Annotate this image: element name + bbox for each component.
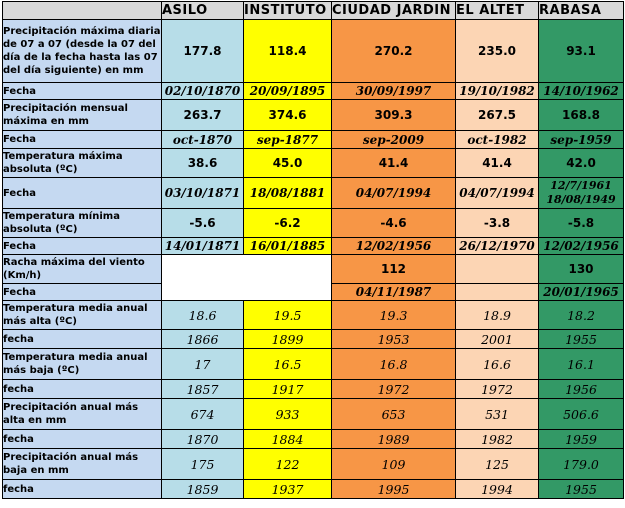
cell-el-altet: oct-1982 <box>456 131 539 149</box>
cell-ciudad-jardin: 04/07/1994 <box>332 178 456 209</box>
cell-el-altet: 19/10/1982 <box>456 83 539 100</box>
cell-rabasa: 18.2 <box>539 301 624 330</box>
cell-rabasa: 506.6 <box>539 399 624 430</box>
row-label: fecha <box>3 330 162 349</box>
cell-instituto: 16.5 <box>244 349 332 380</box>
cell-instituto: 122 <box>244 449 332 480</box>
cell-rabasa: 93.1 <box>539 20 624 83</box>
table-row <box>3 449 624 480</box>
row-label: fecha <box>3 480 162 499</box>
cell-ciudad-jardin: 04/11/1987 <box>332 284 456 301</box>
table-row <box>3 399 624 430</box>
cell-el-altet: 531 <box>456 399 539 430</box>
header-asilo: ASILO <box>162 2 244 20</box>
cell-rabasa: 168.8 <box>539 100 624 131</box>
header-corner <box>3 2 162 20</box>
cell-ciudad-jardin: 1972 <box>332 380 456 399</box>
table-row <box>3 83 624 100</box>
cell-instituto: 45.0 <box>244 149 332 178</box>
cell-asilo: 03/10/1871 <box>162 178 244 209</box>
table-row <box>3 178 624 209</box>
cell-rabasa: 1956 <box>539 380 624 399</box>
row-label: Precipitación mensual máxima en mm <box>3 100 162 131</box>
climate-records-table <box>2 1 624 499</box>
cell-rabasa: 42.0 <box>539 149 624 178</box>
cell-ciudad-jardin: 12/02/1956 <box>332 238 456 255</box>
cell-ciudad-jardin: 19.3 <box>332 301 456 330</box>
cell-ciudad-jardin: 112 <box>332 255 456 284</box>
cell-rabasa: 12/02/1956 <box>539 238 624 255</box>
cell-asilo: 14/01/1871 <box>162 238 244 255</box>
table-row <box>3 330 624 349</box>
cell-ciudad-jardin: 109 <box>332 449 456 480</box>
table-row <box>3 255 624 284</box>
cell-rabasa: 14/10/1962 <box>539 83 624 100</box>
row-label: Fecha <box>3 178 162 209</box>
cell-ciudad-jardin: 1995 <box>332 480 456 499</box>
cell-el-altet: 1994 <box>456 480 539 499</box>
cell-el-altet: -3.8 <box>456 209 539 238</box>
cell-rabasa: -5.8 <box>539 209 624 238</box>
cell-rabasa: 1959 <box>539 430 624 449</box>
cell-ciudad-jardin: 1953 <box>332 330 456 349</box>
row-label: Precipitación anual más baja en mm <box>3 449 162 480</box>
cell-ciudad-jardin: 30/09/1997 <box>332 83 456 100</box>
cell-el-altet: 267.5 <box>456 100 539 131</box>
row-label: Precipitación máxima diaria de 07 a 07 (desde la 07 del día de la fecha hasta las 07 del día siguiente) en mm <box>3 20 162 83</box>
header-ciudad-jardin: CIUDAD JARDIN <box>332 2 456 20</box>
row-label: fecha <box>3 380 162 399</box>
cell-el-altet: 26/12/1970 <box>456 238 539 255</box>
cell-ciudad-jardin: -4.6 <box>332 209 456 238</box>
table-row <box>3 209 624 238</box>
cell-asilo: 02/10/1870 <box>162 83 244 100</box>
row-label: Precipitación anual más alta en mm <box>3 399 162 430</box>
cell-el-altet: 1972 <box>456 380 539 399</box>
cell-rabasa: 1955 <box>539 330 624 349</box>
cell-ciudad-jardin: 270.2 <box>332 20 456 83</box>
cell-instituto: 374.6 <box>244 100 332 131</box>
cell-asilo: 1857 <box>162 380 244 399</box>
cell-asilo: oct-1870 <box>162 131 244 149</box>
cell-el-altet: 41.4 <box>456 149 539 178</box>
cell-asilo: 17 <box>162 349 244 380</box>
cell-instituto: 18/08/1881 <box>244 178 332 209</box>
cell-el-altet <box>456 255 539 284</box>
cell-asilo: -5.6 <box>162 209 244 238</box>
cell-rabasa: sep-1959 <box>539 131 624 149</box>
table-row <box>3 100 624 131</box>
table-row <box>3 349 624 380</box>
cell-asilo: 674 <box>162 399 244 430</box>
cell-el-altet: 1982 <box>456 430 539 449</box>
cell-instituto: 16/01/1885 <box>244 238 332 255</box>
cell-ciudad-jardin: 16.8 <box>332 349 456 380</box>
cell-el-altet: 16.6 <box>456 349 539 380</box>
table-row <box>3 149 624 178</box>
cell-ciudad-jardin: 1989 <box>332 430 456 449</box>
row-label: Fecha <box>3 284 162 301</box>
cell-rabasa: 1955 <box>539 480 624 499</box>
cell-instituto: 118.4 <box>244 20 332 83</box>
cell-el-altet: 2001 <box>456 330 539 349</box>
cell-instituto: 1899 <box>244 330 332 349</box>
cell-asilo: 38.6 <box>162 149 244 178</box>
cell-el-altet: 04/07/1994 <box>456 178 539 209</box>
header-rabasa: RABASA <box>539 2 624 20</box>
cell-ciudad-jardin: 653 <box>332 399 456 430</box>
cell-instituto: 1884 <box>244 430 332 449</box>
cell-rabasa: 12/7/1961 18/08/1949 <box>539 178 624 209</box>
table-row <box>3 480 624 499</box>
row-label: Temperatura media anual más baja (ºC) <box>3 349 162 380</box>
row-label: Fecha <box>3 83 162 100</box>
cell-asilo: 18.6 <box>162 301 244 330</box>
cell-asilo: 177.8 <box>162 20 244 83</box>
table-row <box>3 430 624 449</box>
cell-el-altet: 235.0 <box>456 20 539 83</box>
cell-rabasa: 16.1 <box>539 349 624 380</box>
cell-instituto: 20/09/1895 <box>244 83 332 100</box>
empty-cell <box>162 255 332 301</box>
table-row <box>3 131 624 149</box>
cell-asilo: 263.7 <box>162 100 244 131</box>
cell-ciudad-jardin: 41.4 <box>332 149 456 178</box>
cell-instituto: -6.2 <box>244 209 332 238</box>
row-label: Temperatura mínima absoluta (ºC) <box>3 209 162 238</box>
table-row <box>3 380 624 399</box>
cell-rabasa: 179.0 <box>539 449 624 480</box>
cell-el-altet <box>456 284 539 301</box>
row-label: Racha máxima del viento (Km/h) <box>3 255 162 284</box>
row-label: Fecha <box>3 238 162 255</box>
header-row <box>3 2 624 20</box>
cell-el-altet: 18.9 <box>456 301 539 330</box>
cell-instituto: 19.5 <box>244 301 332 330</box>
cell-rabasa: 20/01/1965 <box>539 284 624 301</box>
cell-ciudad-jardin: 309.3 <box>332 100 456 131</box>
table-row <box>3 301 624 330</box>
cell-asilo: 1859 <box>162 480 244 499</box>
cell-instituto: 1917 <box>244 380 332 399</box>
cell-asilo: 1866 <box>162 330 244 349</box>
table-row <box>3 20 624 83</box>
row-label: fecha <box>3 430 162 449</box>
cell-instituto: 933 <box>244 399 332 430</box>
cell-asilo: 175 <box>162 449 244 480</box>
cell-ciudad-jardin: sep-2009 <box>332 131 456 149</box>
cell-rabasa: 130 <box>539 255 624 284</box>
header-el-altet: EL ALTET <box>456 2 539 20</box>
cell-asilo: 1870 <box>162 430 244 449</box>
row-label: Temperatura máxima absoluta (ºC) <box>3 149 162 178</box>
cell-el-altet: 125 <box>456 449 539 480</box>
row-label: Fecha <box>3 131 162 149</box>
header-instituto: INSTITUTO <box>244 2 332 20</box>
row-label: Temperatura media anual más alta (ºC) <box>3 301 162 330</box>
cell-instituto: 1937 <box>244 480 332 499</box>
table-row <box>3 238 624 255</box>
cell-instituto: sep-1877 <box>244 131 332 149</box>
